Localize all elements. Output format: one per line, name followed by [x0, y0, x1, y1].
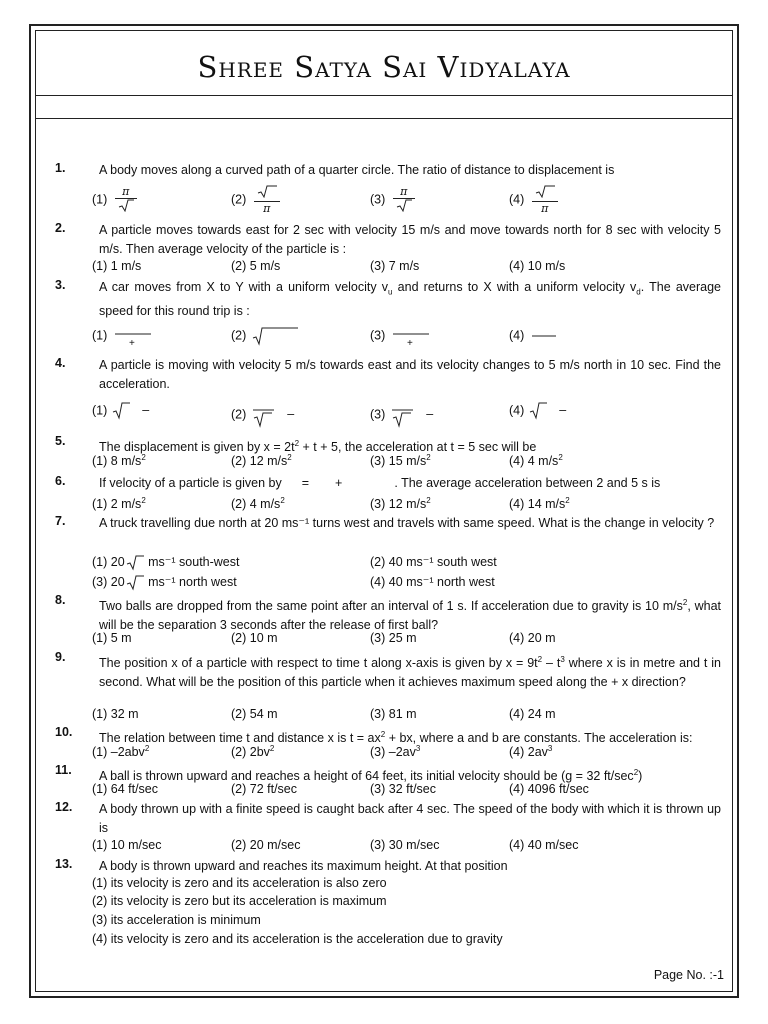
options-row: [92, 554, 722, 572]
option-label: (2): [231, 328, 247, 343]
question-number: 3.: [55, 278, 66, 292]
option-label: (3) 12 m/s: [370, 497, 427, 512]
fraction-denominator: π: [263, 202, 271, 215]
superscript: 2: [558, 453, 563, 462]
option-label: (1) 8 m/s: [92, 454, 142, 469]
option-label: (2): [231, 407, 247, 422]
superscript: 2: [141, 496, 146, 505]
fraction: [393, 185, 415, 215]
question-text: A body moves along a curved path of a quarter circle. The ratio of distance to displacement is: [99, 163, 615, 177]
option-4: (4) 10 m/s: [509, 259, 566, 273]
options-row: [92, 838, 722, 856]
option-label: (4) 4 m/s: [509, 454, 559, 469]
question-text: A body thrown up with a finite speed is caught back after 4 sec. The speed of the body with which it is thrown up is: [99, 802, 721, 835]
text-part: The position x of a particle with respect to time t along x-axis is given by x = 9t: [99, 656, 538, 671]
question-number: 8.: [55, 593, 66, 607]
sqrt-symbol: [250, 326, 300, 346]
option-2: [231, 185, 280, 215]
title-rule-bottom: [35, 118, 733, 119]
question-number: 9.: [55, 650, 66, 664]
option-label: (1) 2 m/s: [92, 497, 142, 512]
superscript: 2: [426, 453, 431, 462]
options-row: [92, 326, 722, 348]
question-number: 6.: [55, 474, 66, 488]
option-3: (3) 81 m: [370, 707, 417, 721]
option-1: [92, 402, 149, 420]
text-part: The displacement is given by x = 2t: [99, 440, 295, 455]
plus-sign: +: [335, 476, 343, 490]
option-4: [509, 453, 563, 468]
option-4: [509, 326, 558, 346]
fraction-line: [528, 326, 558, 346]
text-part: . The average acceleration between 2 and 5 s is: [394, 476, 661, 490]
superscript: 2: [144, 744, 150, 753]
text-part: ): [638, 769, 643, 784]
title-rule-top: [35, 95, 733, 96]
fraction-sqrt: [250, 402, 276, 428]
option-3: (3) 25 m: [370, 631, 417, 645]
subscript: u: [388, 287, 393, 297]
options-row: [92, 744, 722, 762]
option-3: (3) 30 m/sec: [370, 838, 440, 852]
fraction: [115, 185, 137, 215]
option-1: (1) 32 m: [92, 707, 139, 721]
option-label: (3) 20: [92, 575, 125, 589]
fraction: [532, 185, 558, 215]
option-4: [509, 744, 552, 759]
superscript: 2: [280, 496, 285, 505]
text-part: If velocity of a particle is given by: [99, 476, 282, 490]
option-4: [509, 402, 566, 420]
option-label: (3): [370, 192, 386, 207]
superscript: 2: [380, 730, 386, 739]
options-row: [92, 402, 722, 428]
text-part: where x is in metre and t in second. What will be the position of this particle when it achieves maximum speed along the + x direction?: [99, 656, 721, 690]
text-part: Two balls are dropped from the same point after an interval of 1 s. If acceleration due to gravity is 10 m/s: [99, 599, 683, 614]
superscript: 3: [547, 744, 553, 753]
option-1: (1) its velocity is zero and its acceleration is also zero: [92, 876, 387, 890]
plus-sign: +: [407, 338, 413, 349]
option-label: (3): [370, 407, 386, 422]
school-title: Shree Satya Sai Vidyalaya: [197, 50, 571, 84]
text-part: A car moves from X to Y with a uniform velocity v: [99, 280, 389, 294]
option-2: [231, 402, 294, 428]
question-number: 10.: [55, 725, 73, 739]
question-number: 2.: [55, 221, 66, 235]
option-2: (2) 54 m: [231, 707, 278, 721]
equals-sign: =: [301, 476, 310, 490]
option-2: [231, 496, 285, 511]
superscript: 2: [565, 496, 570, 505]
option-label: (4): [509, 328, 525, 343]
option-unit: ms⁻¹ south-west: [148, 555, 240, 569]
sqrt-symbol: [125, 575, 145, 591]
question-text: A particle moves towards east for 2 sec with velocity 15 m/s and move towards north for 8 sec with velocity 5 m/s. Then average velocity of the particle is :: [99, 223, 721, 256]
options-row: [92, 707, 722, 725]
option-4: (4) its velocity is zero and its acceleration is the acceleration due to gravity: [92, 932, 503, 946]
option-3: (3) 7 m/s: [370, 259, 420, 273]
option-4: (4) 4096 ft/sec: [509, 782, 589, 796]
options-row: [92, 782, 722, 800]
option-1: [92, 496, 146, 511]
option-label: (1): [92, 192, 108, 207]
sqrt-symbol: [125, 555, 145, 571]
option-3: (3) its acceleration is minimum: [92, 913, 261, 927]
option-3: [370, 744, 420, 759]
text-part: , what will be the separation 3 seconds after the release of first ball?: [99, 599, 722, 633]
superscript: 2: [294, 439, 300, 448]
option-4: [509, 496, 570, 511]
option-label: (4): [509, 192, 525, 207]
option-2: (2) 10 m: [231, 631, 278, 645]
options-row: [92, 453, 722, 471]
option-label: (2) 4 m/s: [231, 497, 281, 512]
option-3: [370, 402, 433, 428]
question-number: 5.: [55, 434, 66, 448]
question-text: [99, 650, 721, 692]
option-2: [231, 326, 300, 346]
minus-sign: –: [559, 403, 567, 418]
fraction-numerator: π: [115, 185, 137, 199]
superscript: 2: [426, 496, 431, 505]
option-label: (1): [92, 403, 108, 418]
option-label: (4): [509, 403, 525, 418]
option-1: [92, 744, 149, 759]
fraction: [254, 185, 280, 215]
option-label: (3) –2av: [370, 745, 416, 760]
question-number: 13.: [55, 857, 73, 871]
sqrt-symbol: [393, 199, 415, 215]
option-4: (4) 40 ms⁻¹ north west: [370, 575, 495, 589]
option-2: (2) its velocity is zero but its acceleration is maximum: [92, 894, 387, 908]
option-1: (1) 5 m: [92, 631, 132, 645]
option-1: [92, 326, 153, 349]
option-label: (1) –2abv: [92, 745, 145, 760]
option-label: (1): [92, 328, 108, 343]
option-4: (4) 20 m: [509, 631, 556, 645]
text-part: + t + 5, the acceleration at t = 5 sec will be: [299, 440, 537, 455]
option-1: [92, 185, 137, 215]
sqrt-symbol: [532, 185, 558, 202]
fraction-sqrt: [389, 402, 415, 428]
minus-sign: –: [426, 407, 434, 422]
options-row: [92, 574, 722, 592]
option-3: (3) 32 ft/sec: [370, 782, 436, 796]
option-3: [370, 185, 415, 215]
page-number: Page No. :-1: [653, 968, 724, 982]
option-label: (2): [231, 192, 247, 207]
superscript: 3: [415, 744, 421, 753]
fraction-numerator: π: [393, 185, 415, 199]
fraction-denominator: π: [541, 202, 549, 215]
option-unit: ms⁻¹ north west: [148, 575, 237, 589]
option-3: [92, 574, 237, 591]
text-part: . The average speed for this round trip is :: [99, 280, 721, 318]
option-2: (2) 72 ft/sec: [231, 782, 297, 796]
option-4: [509, 185, 558, 215]
minus-sign: –: [142, 403, 150, 418]
question-number: 4.: [55, 356, 66, 370]
option-label: (2) 12 m/s: [231, 454, 288, 469]
option-4: (4) 24 m: [509, 707, 556, 721]
question-number: 1.: [55, 161, 66, 175]
option-3: [370, 453, 431, 468]
option-1: (1) 10 m/sec: [92, 838, 162, 852]
question-text: A truck travelling due north at 20 ms⁻¹ turns west and travels with same speed. What is the change in velocity ?: [99, 516, 715, 530]
option-label: (4) 14 m/s: [509, 497, 566, 512]
option-label: (3): [370, 328, 386, 343]
option-3: [370, 496, 431, 511]
option-1: (1) 64 ft/sec: [92, 782, 158, 796]
question-number: 7.: [55, 514, 66, 528]
question-text: [99, 278, 721, 321]
option-2: (2) 40 ms⁻¹ south west: [370, 555, 497, 569]
option-4: (4) 40 m/sec: [509, 838, 579, 852]
option-label: (4) 2av: [509, 745, 548, 760]
question-text: A body is thrown upward and reaches its maximum height. At that position: [99, 859, 508, 873]
options-row: [92, 631, 722, 649]
option-2: (2) 20 m/sec: [231, 838, 301, 852]
question-text: A particle is moving with velocity 5 m/s towards east and its velocity changes to 5 m/s north in 10 sec. Find the acceleration.: [99, 358, 721, 391]
text-part: – t: [542, 656, 561, 671]
options-row: [92, 259, 722, 277]
options-row: [92, 185, 722, 219]
text-part: The relation between time t and distance x is t = ax: [99, 731, 381, 746]
option-1: (1) 1 m/s: [92, 259, 142, 273]
option-label: (3) 15 m/s: [370, 454, 427, 469]
question-text: [99, 474, 721, 493]
option-2: [231, 744, 274, 759]
sqrt-symbol: [254, 185, 280, 202]
option-3: [370, 326, 431, 349]
option-1: [92, 453, 146, 468]
superscript: 2: [537, 655, 543, 664]
options-row: [92, 496, 722, 514]
subscript: d: [636, 287, 641, 297]
plus-sign: +: [129, 338, 135, 349]
option-2: [231, 453, 292, 468]
text-part: and returns to X with a uniform velocity v: [392, 280, 637, 294]
minus-sign: –: [287, 407, 295, 422]
sqrt-symbol: [115, 199, 137, 215]
text-part: + bx, where a and b are constants. The acceleration is:: [385, 731, 693, 746]
option-label: (1) 20: [92, 555, 125, 569]
text-part: A ball is thrown upward and reaches a height of 64 feet, its initial velocity should be (g = 32 ft/sec: [99, 769, 634, 784]
superscript: 2: [287, 453, 292, 462]
superscript: 2: [141, 453, 146, 462]
option-label: (2) 2bv: [231, 745, 270, 760]
option-1: [92, 554, 239, 571]
question-number: 11.: [55, 763, 72, 777]
superscript: 2: [633, 768, 639, 777]
superscript: 2: [682, 598, 688, 607]
superscript: 3: [560, 655, 565, 664]
superscript: 2: [269, 744, 275, 753]
sqrt-symbol: [528, 402, 548, 420]
sqrt-symbol: [111, 402, 131, 420]
option-2: (2) 5 m/s: [231, 259, 281, 273]
question-text: [99, 593, 721, 635]
question-number: 12.: [55, 800, 73, 814]
